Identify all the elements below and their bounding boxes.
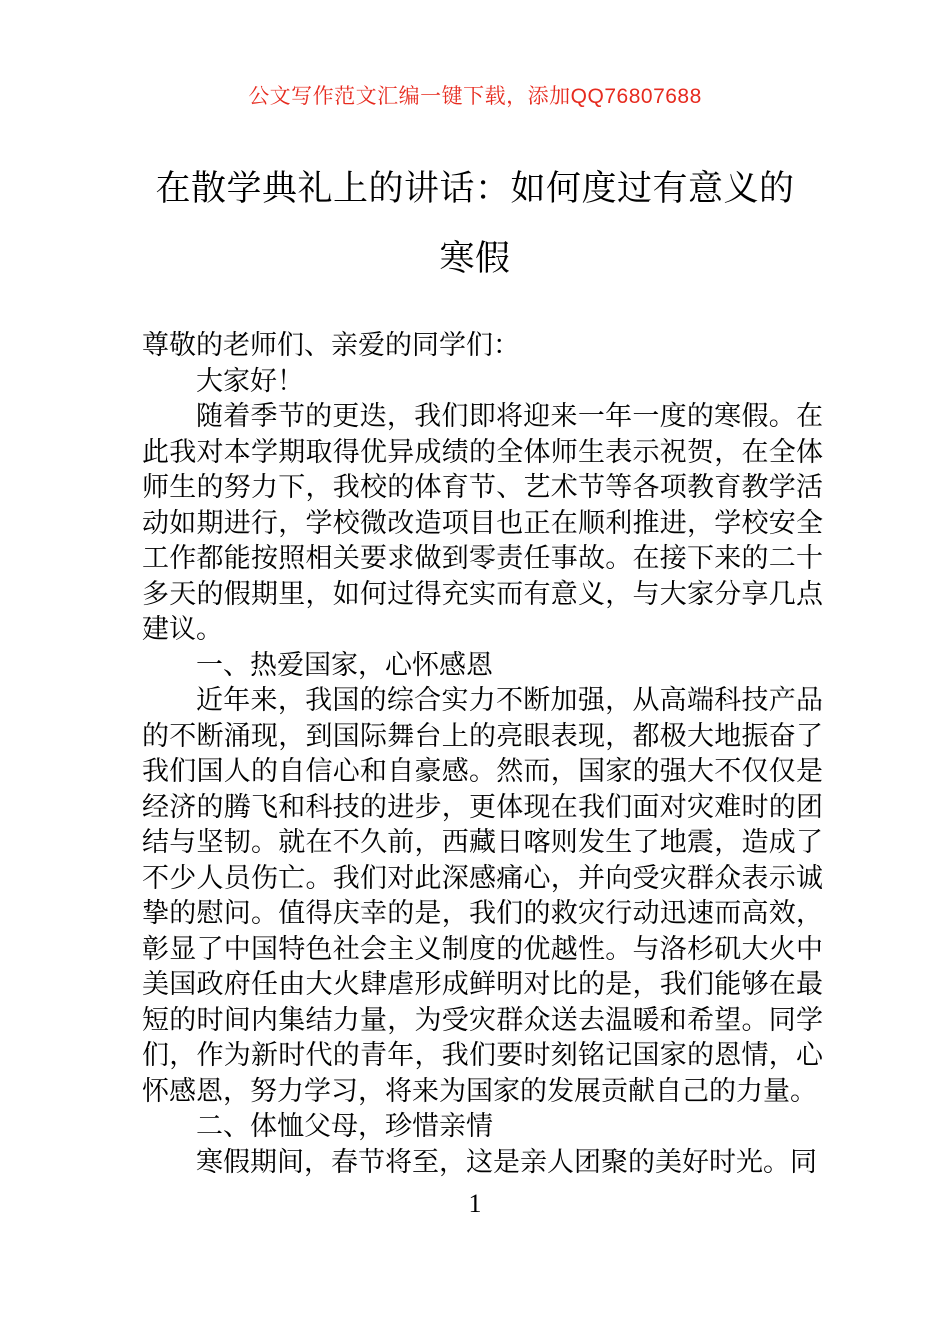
document-body xyxy=(142,328,823,1180)
document-title: 在散学典礼上的讲话：如何度过有意义的寒假 xyxy=(155,169,795,278)
section-1-heading: 一、热爱国家，心怀感恩 xyxy=(196,649,493,680)
section-2-body: 寒假期间，春节将至，这是亲人团聚的美好时光。同 xyxy=(196,1146,817,1177)
opening-paragraph: 随着季节的更迭，我们即将迎来一年一度的寒假。在此我对本学期取得优异成绩的全体师生表示祝贺，在全体师生的努力下，我校的体育节、艺术节等各项教育教学活动如期进行，学校微改造项目也正在顺利推进，学校安全工作都能按照相关要求做到零责任事故。在接下来的二十多天的假期里，如何过得充实而有意义，与大家分享几点建议。 xyxy=(142,401,823,644)
promo-header-text: 公文写作范文汇编一键下载，添加QQ76807688 xyxy=(248,85,702,108)
section-2-heading: 二、体恤父母，珍惜亲情 xyxy=(196,1111,493,1141)
section-1-body: 近年来，我国的综合实力不断加强，从高端科技产品的不断涌现，到国际舞台上的亮眼表现，都极大地振奋了我们国人的自信心和自豪感。然而，国家的强大不仅仅是经济的腾飞和科技的进步，更体现在我们面对灾难时的团结与坚韧。就在不久前，西藏日喀则发生了地震，造成了不少人员伤亡。我们对此深感痛心，并向受灾群众表示诚挚的慰问。值得庆幸的是，我们的救灾行动迅速而高效，彰显了中国特色社会主义制度的优越性。与洛杉矶大火中美国政府任由大火肆虐形成鲜明对比的是，我们能够在最短的时间内集结力量，为受灾群众送去温暖和希望。同学们，作为新时代的青年，我们要时刻铭记国家的恩情，心怀感恩，努力学习，将来为国家的发展贡献自己的力量。 xyxy=(142,685,823,1106)
salutation: 尊敬的老师们、亲爱的同学们： xyxy=(142,330,520,360)
page-number: 1 xyxy=(468,1189,482,1218)
greeting: 大家好！ xyxy=(196,365,304,396)
